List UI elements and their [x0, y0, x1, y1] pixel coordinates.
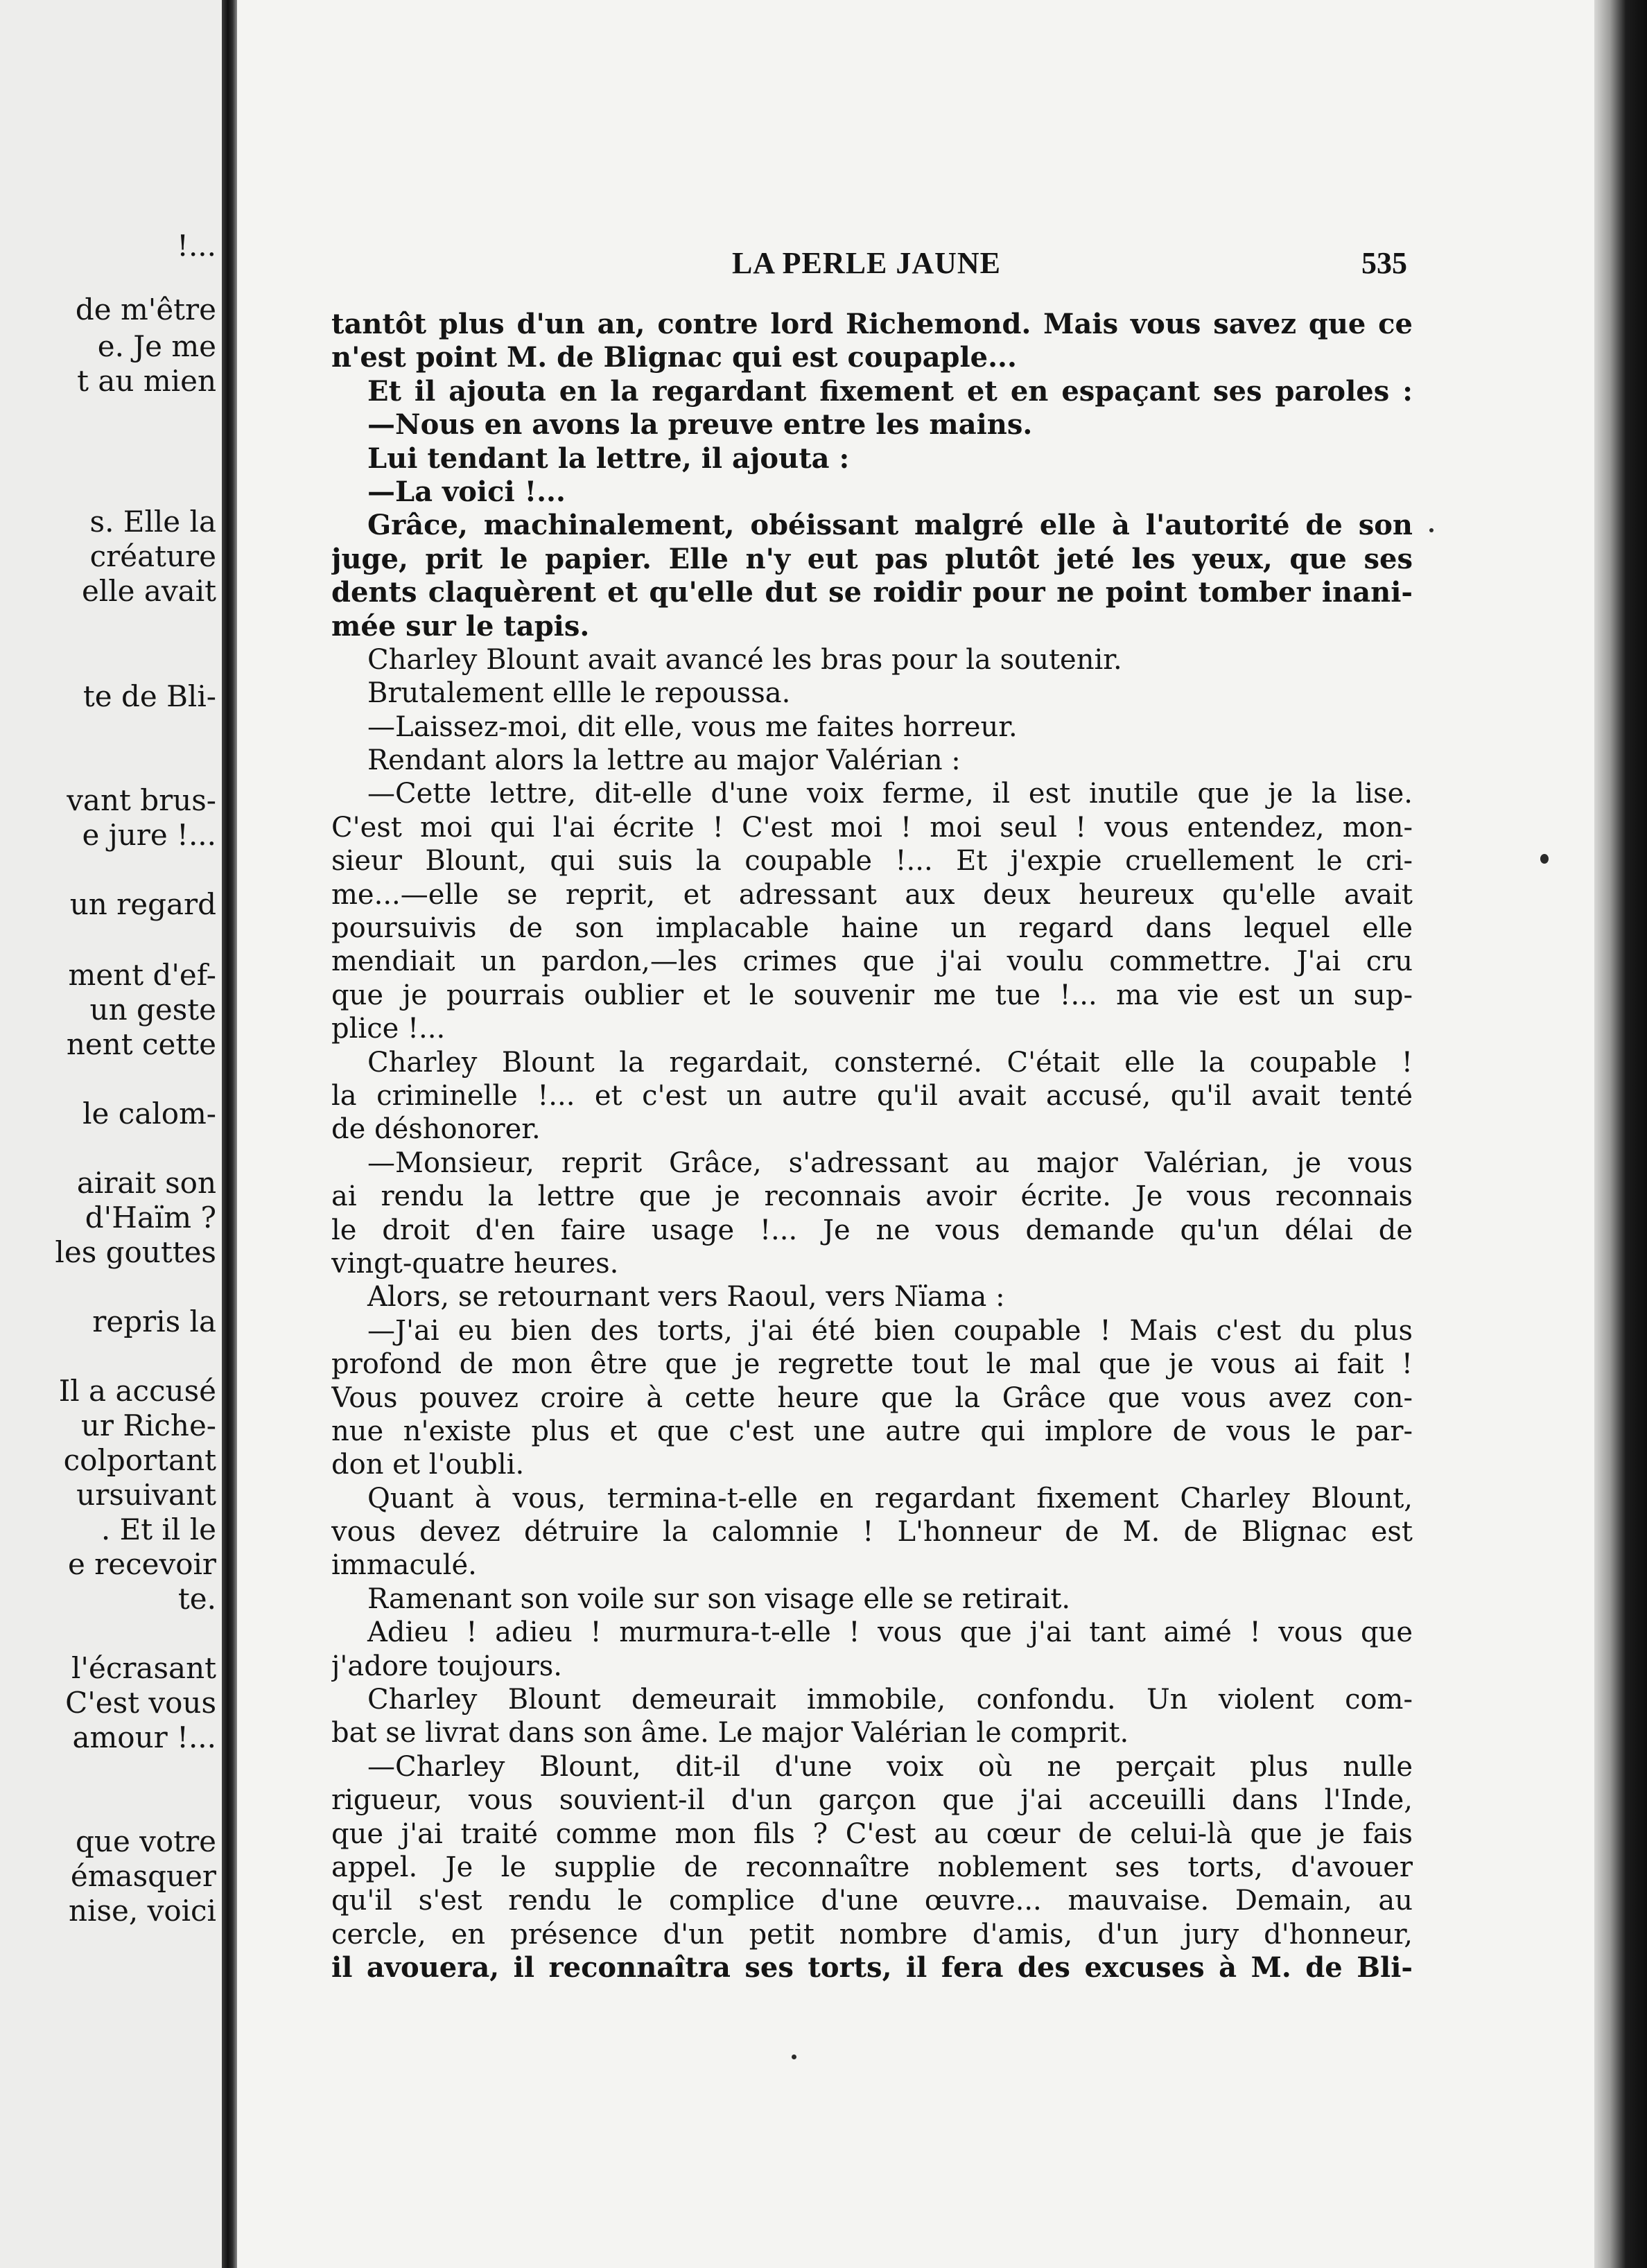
text-line: qu'il s'est rendu le complice d'une œuvre... mauvaise. Demain, au	[331, 1885, 1413, 1917]
left-page-line: un regard	[69, 887, 216, 921]
left-page-line: s. Elle la	[89, 505, 216, 539]
text-line: la criminelle !... et c'est un autre qu'il avait accusé, qu'il avait tenté	[331, 1079, 1413, 1112]
text-line: —Cette lettre, dit-elle d'une voix ferme, il est inutile que je la lise.	[367, 778, 1413, 810]
left-page-line: émasquer	[70, 1859, 216, 1893]
left-page-line: repris la	[92, 1305, 216, 1338]
text-line: il avouera, il reconnaîtra ses torts, il fera des excuses à M. de Bli-	[331, 1951, 1413, 1984]
ink-speck	[1540, 854, 1549, 864]
text-line: me...—elle se reprit, et adressant aux deux heureux qu'elle avait	[331, 878, 1413, 911]
text-line: Lui tendant la lettre, il ajouta :	[367, 442, 850, 475]
text-line: le droit d'en faire usage !... Je ne vous demande qu'un délai de	[331, 1214, 1413, 1246]
text-line: Adieu ! adieu ! murmura-t-elle ! vous que j'ai tant aimé ! vous que	[367, 1616, 1413, 1649]
left-page-line: vant brus-	[67, 783, 216, 817]
left-page-line: e recevoir	[67, 1547, 216, 1581]
left-page-line: . Et il le	[101, 1512, 216, 1546]
left-page-line: te.	[177, 1582, 216, 1616]
text-line: poursuivis de son implacable haine un regard dans lequel elle	[331, 912, 1413, 945]
text-line: juge, prit le papier. Elle n'y eut pas plutôt jeté les yeux, que ses	[331, 542, 1413, 575]
left-page-line: e jure !...	[82, 818, 216, 852]
text-line: —Nous en avons la preuve entre les mains.	[367, 408, 1033, 442]
left-page-line: que votre	[76, 1824, 216, 1858]
text-line: dents claquèrent et qu'elle dut se roidir pour ne point tomber inani-	[331, 576, 1413, 609]
text-line: Grâce, machinalement, obéissant malgré elle à l'autorité de son	[367, 509, 1413, 542]
text-line: sieur Blount, qui suis la coupable !... Et j'expie cruellement le cri-	[331, 845, 1413, 878]
book-spine	[222, 0, 237, 2268]
text-line: vingt-quatre heures.	[331, 1247, 619, 1280]
text-line: Brutalement ellle le repoussa.	[367, 677, 791, 710]
text-line: mée sur le tapis.	[331, 609, 590, 643]
text-line: —La voici !...	[367, 475, 566, 508]
left-page-line: le calom-	[82, 1097, 216, 1131]
text-line: j'adore toujours.	[331, 1650, 562, 1682]
running-title: LA PERLE JAUNE	[731, 246, 1002, 280]
text-line: —Charley Blount, dit-il d'une voix où ne perçait plus nulle	[367, 1750, 1413, 1783]
ink-speck	[1429, 528, 1434, 532]
left-page-line: amour !...	[72, 1720, 216, 1754]
text-line: que je pourrais oublier et le souvenir me tue !... ma vie est un sup-	[331, 979, 1413, 1011]
left-page-line: d'Haïm ?	[85, 1201, 216, 1235]
left-page-fragment	[0, 0, 229, 2268]
left-page-line: ur Riche-	[80, 1408, 216, 1442]
text-line: Rendant alors la lettre au major Valérian :	[367, 744, 961, 777]
text-line: Alors, se retournant vers Raoul, vers Nïama :	[367, 1281, 1005, 1314]
text-line: rigueur, vous souvient-il d'un garçon que j'ai acceuilli dans l'Inde,	[331, 1784, 1413, 1817]
left-page-line: un geste	[89, 993, 216, 1027]
left-page-line: C'est vous	[65, 1686, 216, 1720]
left-page-line: t au mien	[77, 364, 216, 398]
text-line: profond de mon être que je regrette tout le mal que je vous ai fait !	[331, 1348, 1413, 1381]
page-number: 535	[1361, 246, 1407, 280]
body-text	[331, 308, 1413, 1985]
text-line: plice !...	[331, 1013, 446, 1045]
left-page-line: colportant	[63, 1443, 216, 1477]
text-line: C'est moi qui l'ai écrite ! C'est moi ! moi seul ! vous entendez, mon-	[331, 811, 1413, 844]
text-line: Charley Blount avait avancé les bras pour la soutenir.	[367, 643, 1122, 676]
text-line: tantôt plus d'un an, contre lord Richemond. Mais vous savez que ce	[331, 308, 1413, 340]
left-page-line: elle avait	[81, 574, 216, 608]
ink-speck	[792, 2055, 796, 2059]
left-page-line: ursuivant	[76, 1478, 216, 1512]
text-line: don et l'oubli.	[331, 1449, 525, 1481]
left-page-line: créature	[89, 539, 216, 573]
text-line: immaculé.	[331, 1549, 477, 1582]
left-page-line: nent cette	[66, 1027, 216, 1061]
left-page-line: de m'être	[75, 293, 216, 326]
left-page-line: l'écrasant	[71, 1651, 216, 1685]
text-line: que j'ai traité comme mon fils ? C'est au cœur de celui-là que je fais	[331, 1817, 1413, 1850]
left-page-line: ment d'ef-	[68, 958, 216, 992]
left-page-line: nise, voici	[69, 1894, 216, 1928]
page-edge-shadow	[1594, 0, 1647, 2268]
text-line: Charley Blount demeurait immobile, confondu. Un violent com-	[367, 1684, 1413, 1716]
text-line: Et il ajouta en la regardant fixement et en espaçant ses paroles :	[367, 374, 1413, 408]
text-line: —Monsieur, reprit Grâce, s'adressant au major Valérian, je vous	[367, 1146, 1413, 1179]
text-line: —J'ai eu bien des torts, j'ai été bien coupable ! Mais c'est du plus	[367, 1314, 1413, 1347]
text-line: bat se livrat dans son âme. Le major Valérian le comprit.	[331, 1717, 1129, 1750]
text-line: Ramenant son voile sur son visage elle se retirait.	[367, 1582, 1071, 1615]
left-page-line: e. Je me	[97, 329, 216, 363]
left-page-line: les gouttes	[55, 1235, 216, 1269]
page-header	[326, 245, 1407, 287]
text-line: cercle, en présence d'un petit nombre d'amis, d'un jury d'honneur,	[331, 1918, 1413, 1951]
left-page-line: airait son	[76, 1166, 216, 1200]
left-page-line: te de Bli-	[82, 679, 216, 713]
left-page-line: Il a accusé	[58, 1374, 216, 1408]
text-line: nue n'existe plus et que c'est une autre qui implore de vous le par-	[331, 1415, 1413, 1447]
text-line: n'est point M. de Blignac qui est coupaple...	[331, 341, 1017, 374]
text-line: —Laissez-moi, dit elle, vous me faites horreur.	[367, 710, 1018, 743]
text-line: Charley Blount la regardait, consterné. C'était elle la coupable !	[367, 1046, 1413, 1079]
text-line: Quant à vous, termina-t-elle en regardant fixement Charley Blount,	[367, 1482, 1413, 1515]
text-line: de déshonorer.	[331, 1113, 541, 1146]
text-line: ai rendu la lettre que je reconnais avoir écrite. Je vous reconnais	[331, 1180, 1413, 1213]
text-line: appel. Je le supplie de reconnaître noblement ses torts, d'avouer	[331, 1851, 1413, 1883]
text-line: Vous pouvez croire à cette heure que la Grâce que vous avez con-	[331, 1381, 1413, 1414]
text-line: mendiait un pardon,—les crimes que j'ai voulu commettre. J'ai cru	[331, 945, 1413, 978]
left-page-line: !...	[177, 229, 216, 263]
text-line: vous devez détruire la calomnie ! L'honneur de M. de Blignac est	[331, 1516, 1413, 1549]
